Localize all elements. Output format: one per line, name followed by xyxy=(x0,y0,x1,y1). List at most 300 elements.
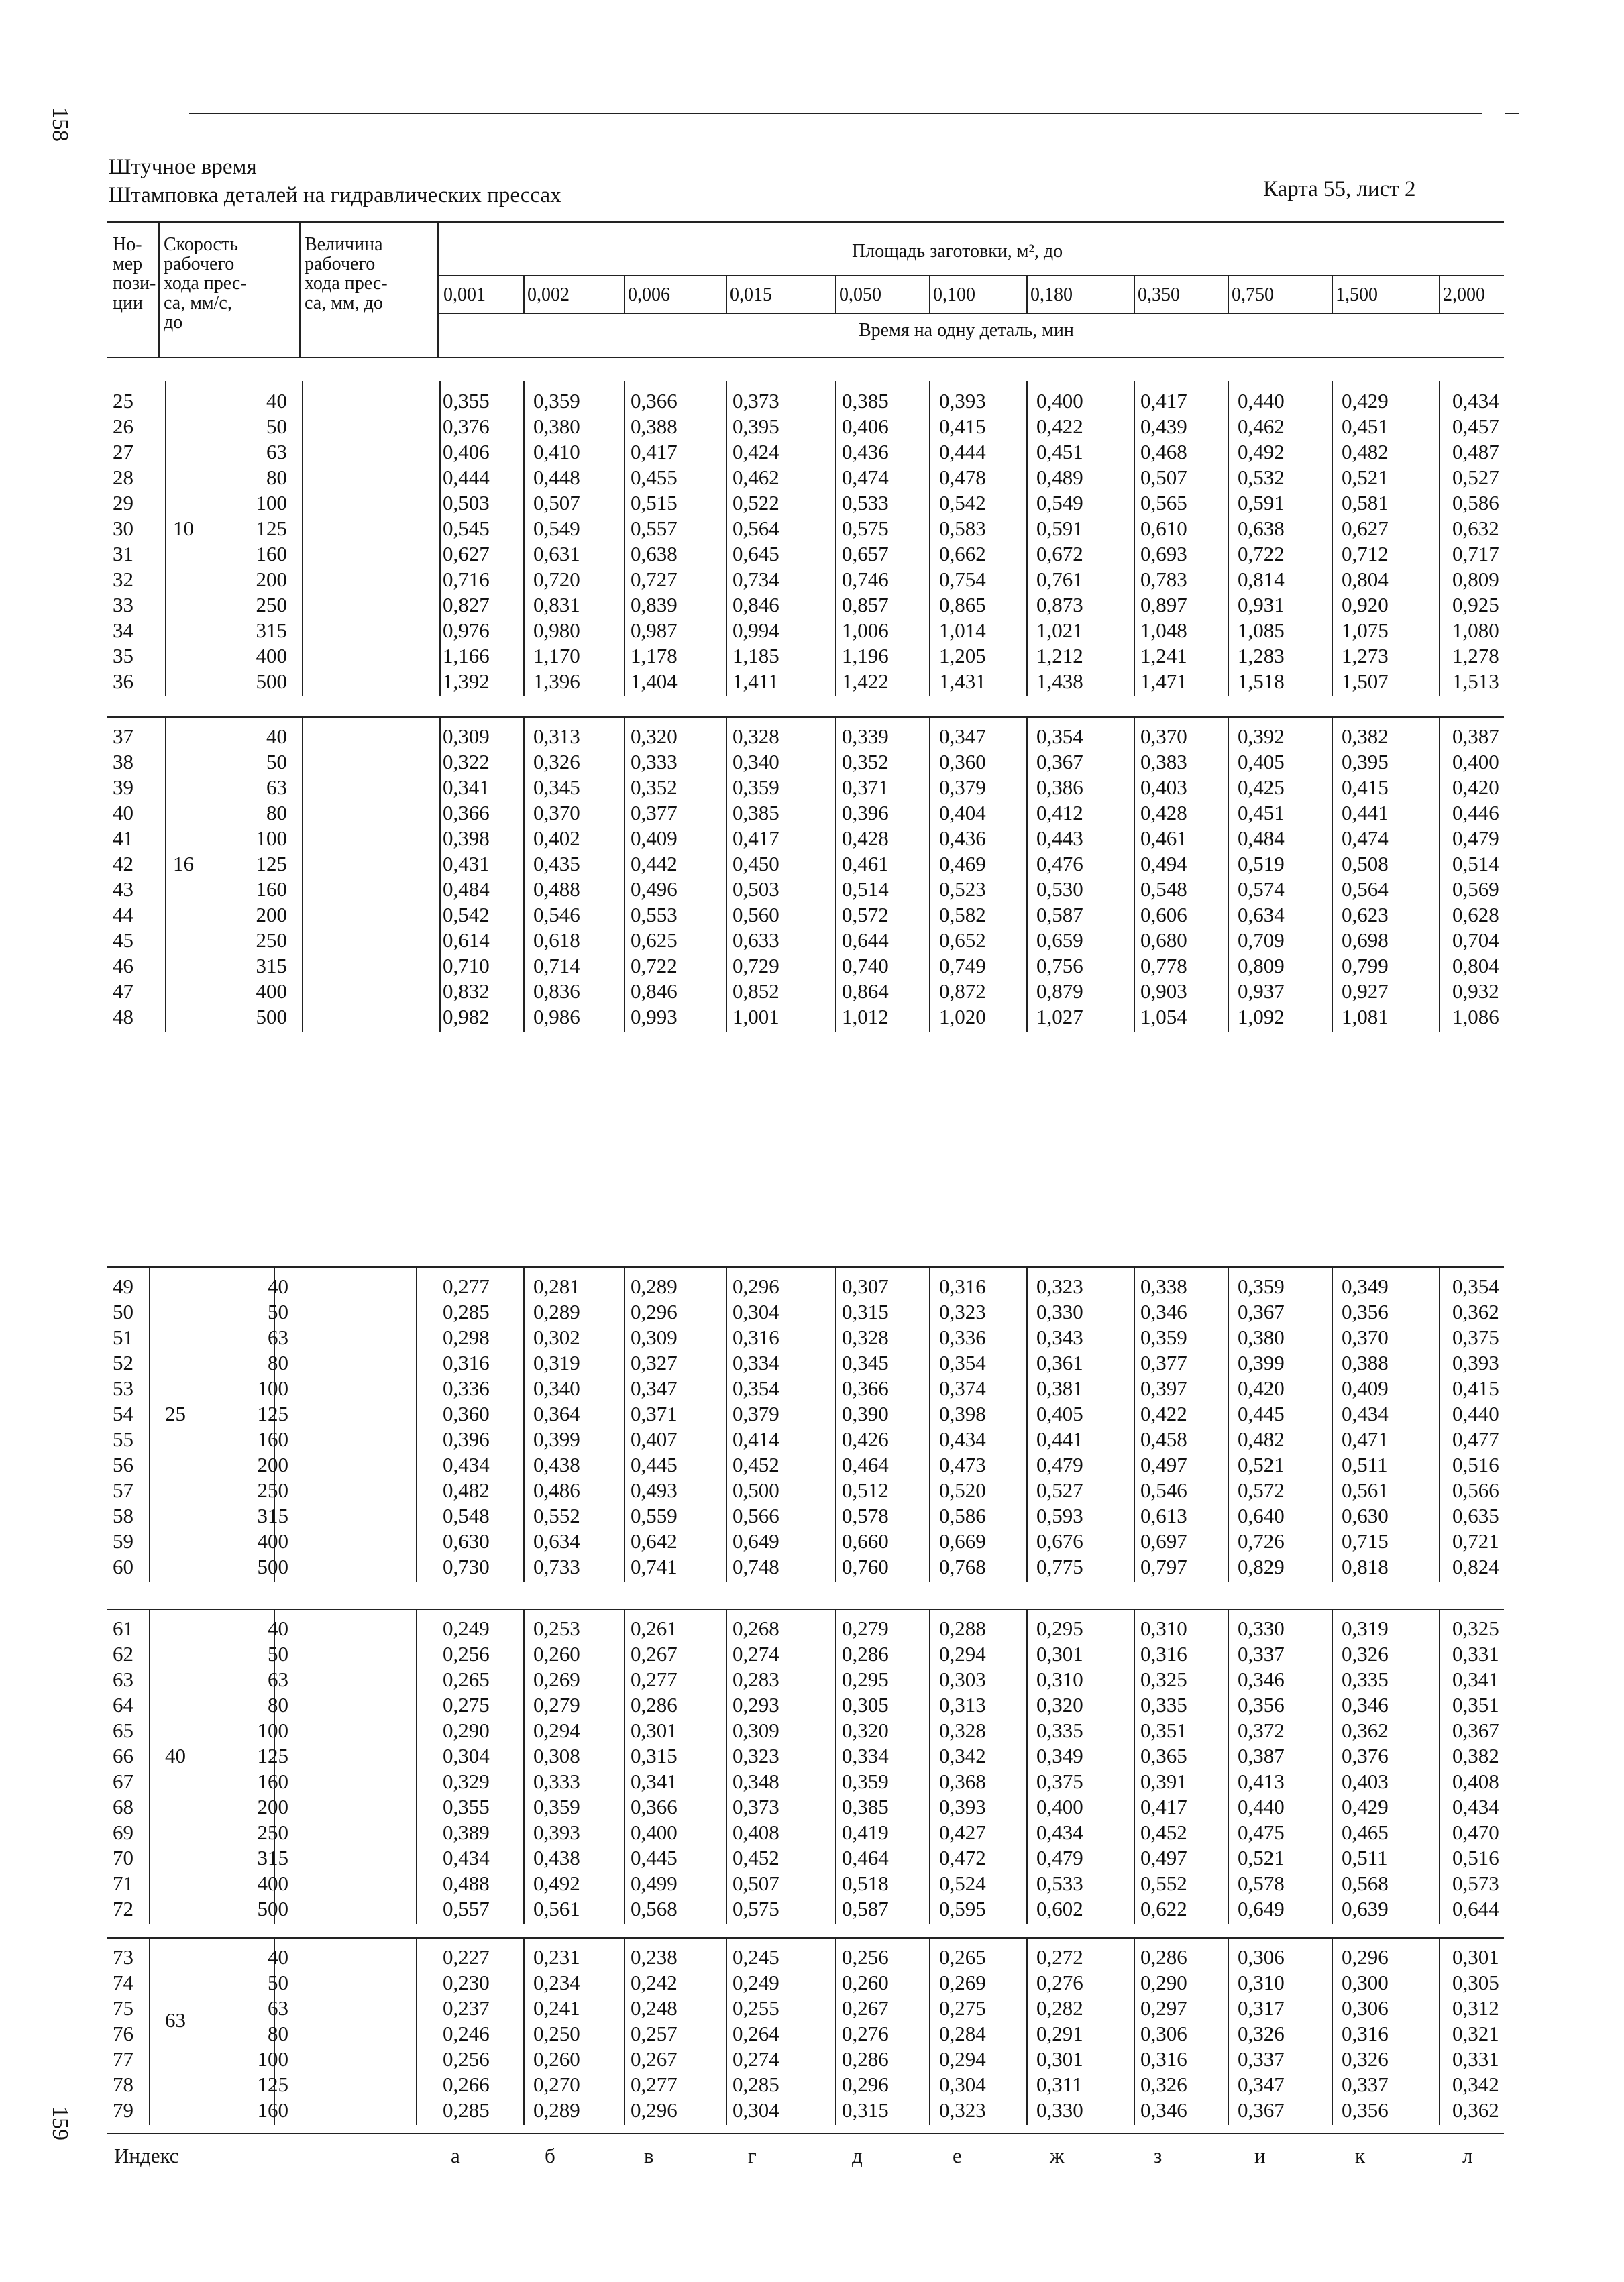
time-value-cell: 0,297 xyxy=(1140,1996,1187,2020)
time-value-cell: 0,632 xyxy=(1452,517,1499,540)
time-value-cell: 0,659 xyxy=(1036,928,1083,952)
time-value-cell: 0,523 xyxy=(939,877,986,901)
time-value-cell: 0,379 xyxy=(939,775,986,799)
time-value-cell: 0,630 xyxy=(1342,1504,1389,1527)
time-value-cell: 0,340 xyxy=(533,1376,580,1400)
time-value-cell: 0,385 xyxy=(733,801,779,824)
column-divider xyxy=(1026,716,1028,1032)
time-value-cell: 0,488 xyxy=(443,1871,490,1895)
stroke-value: 125 xyxy=(256,852,287,875)
card-reference: Карта 55, лист 2 xyxy=(1263,177,1416,201)
time-value-cell: 0,323 xyxy=(733,1744,779,1768)
row-number: 38 xyxy=(113,750,133,773)
row-number: 72 xyxy=(113,1897,133,1920)
column-divider xyxy=(1026,1266,1028,1582)
time-value-cell: 0,300 xyxy=(1342,1971,1389,1994)
time-value-cell: 0,400 xyxy=(1036,1795,1083,1818)
time-value-cell: 0,479 xyxy=(1036,1846,1083,1869)
time-value-cell: 0,697 xyxy=(1140,1529,1187,1553)
time-value-cell: 0,595 xyxy=(939,1897,986,1920)
row-number: 57 xyxy=(113,1478,133,1502)
area-column-header: 0,180 xyxy=(1030,284,1073,305)
stroke-value: 400 xyxy=(256,644,287,667)
time-value-cell: 0,388 xyxy=(1342,1351,1389,1374)
time-value-cell: 1,396 xyxy=(533,669,580,693)
time-value-cell: 0,439 xyxy=(1140,415,1187,438)
time-value-cell: 0,572 xyxy=(1238,1478,1285,1502)
stroke-value: 63 xyxy=(268,1325,288,1349)
time-value-cell: 0,669 xyxy=(939,1529,986,1553)
time-value-cell: 0,492 xyxy=(533,1871,580,1895)
time-value-cell: 0,476 xyxy=(1036,852,1083,875)
column-divider xyxy=(1228,1266,1229,1582)
row-number: 51 xyxy=(113,1325,133,1349)
column-divider xyxy=(726,716,727,1032)
stroke-value: 40 xyxy=(268,1274,288,1298)
time-value-cell: 0,405 xyxy=(1238,750,1285,773)
time-value-cell: 0,444 xyxy=(939,440,986,464)
time-value-cell: 0,396 xyxy=(443,1427,490,1451)
time-value-cell: 0,591 xyxy=(1238,491,1285,514)
time-value-cell: 0,276 xyxy=(842,2022,889,2045)
time-value-cell: 0,441 xyxy=(1342,801,1389,824)
row-number: 69 xyxy=(113,1821,133,1844)
time-value-cell: 0,296 xyxy=(733,1274,779,1298)
area-column-header: 0,350 xyxy=(1138,284,1180,305)
time-value-cell: 0,493 xyxy=(631,1478,678,1502)
stroke-value: 100 xyxy=(256,491,287,514)
index-letter: б xyxy=(545,2144,555,2167)
index-letter: ж xyxy=(1050,2144,1065,2167)
time-value-cell: 1,092 xyxy=(1238,1005,1285,1028)
time-value-cell: 0,390 xyxy=(842,1402,889,1425)
time-value-cell: 0,606 xyxy=(1140,903,1187,926)
time-value-cell: 0,429 xyxy=(1342,1795,1389,1818)
column-divider xyxy=(523,1609,525,1924)
time-value-cell: 0,290 xyxy=(1140,1971,1187,1994)
time-value-cell: 0,625 xyxy=(631,928,678,952)
time-value-cell: 0,931 xyxy=(1238,593,1285,616)
time-value-cell: 0,393 xyxy=(1452,1351,1499,1374)
col-header-speed: са, мм/с, xyxy=(164,292,232,313)
time-value-cell: 0,367 xyxy=(1452,1719,1499,1742)
time-value-cell: 0,396 xyxy=(842,801,889,824)
area-col-divider xyxy=(835,275,836,313)
time-value-cell: 0,392 xyxy=(1238,724,1285,748)
time-value-cell: 0,393 xyxy=(939,389,986,413)
time-value-cell: 0,548 xyxy=(443,1504,490,1527)
time-value-cell: 0,760 xyxy=(842,1555,889,1578)
time-value-cell: 0,391 xyxy=(1140,1770,1187,1793)
time-value-cell: 0,613 xyxy=(1140,1504,1187,1527)
time-value-cell: 0,376 xyxy=(1342,1744,1389,1768)
stroke-value: 100 xyxy=(257,1376,288,1400)
time-value-cell: 0,660 xyxy=(842,1529,889,1553)
row-number: 31 xyxy=(113,542,133,565)
stroke-value: 200 xyxy=(257,1453,288,1476)
time-value-cell: 0,428 xyxy=(842,826,889,850)
time-value-cell: 0,294 xyxy=(939,2047,986,2071)
time-value-cell: 0,336 xyxy=(443,1376,490,1400)
time-value-cell: 0,434 xyxy=(939,1427,986,1451)
time-value-cell: 0,445 xyxy=(1238,1402,1285,1425)
time-value-cell: 0,712 xyxy=(1342,542,1389,565)
time-value-cell: 0,371 xyxy=(631,1402,678,1425)
time-value-cell: 0,455 xyxy=(631,466,678,489)
row-number: 25 xyxy=(113,389,133,413)
time-value-cell: 0,275 xyxy=(443,1693,490,1717)
time-value-cell: 0,304 xyxy=(733,1300,779,1323)
time-value-cell: 0,464 xyxy=(842,1846,889,1869)
column-divider xyxy=(302,381,303,696)
time-value-cell: 0,549 xyxy=(1036,491,1083,514)
time-value-cell: 0,413 xyxy=(1238,1770,1285,1793)
time-value-cell: 0,289 xyxy=(631,1274,678,1298)
time-value-cell: 0,720 xyxy=(533,567,580,591)
time-value-cell: 0,290 xyxy=(443,1719,490,1742)
time-value-cell: 0,386 xyxy=(1036,775,1083,799)
time-value-cell: 0,420 xyxy=(1238,1376,1285,1400)
stroke-value: 40 xyxy=(266,724,287,748)
time-value-cell: 0,241 xyxy=(533,1996,580,2020)
time-value-cell: 0,296 xyxy=(842,2073,889,2096)
time-value-cell: 0,242 xyxy=(631,1971,678,1994)
time-value-cell: 0,289 xyxy=(533,2098,580,2122)
time-value-cell: 1,507 xyxy=(1342,669,1389,693)
time-value-cell: 0,583 xyxy=(939,517,986,540)
time-value-cell: 0,733 xyxy=(533,1555,580,1578)
time-value-cell: 0,347 xyxy=(631,1376,678,1400)
time-value-cell: 0,375 xyxy=(1036,1770,1083,1793)
row-number: 78 xyxy=(113,2073,133,2096)
time-value-cell: 0,514 xyxy=(1452,852,1499,875)
time-value-cell: 0,415 xyxy=(1342,775,1389,799)
stroke-value: 160 xyxy=(257,2098,288,2122)
time-value-cell: 0,286 xyxy=(631,1693,678,1717)
time-value-cell: 0,775 xyxy=(1036,1555,1083,1578)
time-value-cell: 0,715 xyxy=(1342,1529,1389,1553)
time-value-cell: 0,304 xyxy=(939,2073,986,2096)
speed-value: 25 xyxy=(165,1402,186,1425)
time-value-cell: 0,306 xyxy=(1342,1996,1389,2020)
row-number: 47 xyxy=(113,979,133,1003)
page-number-top: 158 xyxy=(48,107,72,142)
time-value-cell: 1,212 xyxy=(1036,644,1083,667)
time-value-cell: 0,269 xyxy=(533,1668,580,1691)
row-number: 35 xyxy=(113,644,133,667)
time-value-cell: 0,279 xyxy=(842,1617,889,1640)
column-divider xyxy=(1439,1609,1440,1924)
time-value-cell: 0,333 xyxy=(631,750,678,773)
time-value-cell: 0,279 xyxy=(533,1693,580,1717)
time-value-cell: 0,359 xyxy=(1140,1325,1187,1349)
time-value-cell: 0,295 xyxy=(1036,1617,1083,1640)
time-value-cell: 0,335 xyxy=(1342,1668,1389,1691)
stroke-value: 250 xyxy=(256,593,287,616)
column-divider xyxy=(1332,1266,1333,1582)
time-value-cell: 0,268 xyxy=(733,1617,779,1640)
time-value-cell: 0,475 xyxy=(1238,1821,1285,1844)
time-value-cell: 0,414 xyxy=(733,1427,779,1451)
time-value-cell: 0,293 xyxy=(733,1693,779,1717)
time-value-cell: 0,768 xyxy=(939,1555,986,1578)
time-value-cell: 0,382 xyxy=(1342,724,1389,748)
time-value-cell: 0,546 xyxy=(533,903,580,926)
time-value-cell: 0,521 xyxy=(1238,1846,1285,1869)
time-value-cell: 0,267 xyxy=(631,2047,678,2071)
stroke-value: 160 xyxy=(256,877,287,901)
time-value-cell: 0,462 xyxy=(1238,415,1285,438)
time-value-cell: 0,352 xyxy=(842,750,889,773)
time-value-cell: 0,406 xyxy=(842,415,889,438)
time-value-cell: 1,081 xyxy=(1342,1005,1389,1028)
time-value-cell: 0,383 xyxy=(1140,750,1187,773)
time-value-cell: 0,284 xyxy=(939,2022,986,2045)
time-value-cell: 0,366 xyxy=(631,1795,678,1818)
time-value-cell: 0,516 xyxy=(1452,1453,1499,1476)
time-value-cell: 0,395 xyxy=(1342,750,1389,773)
time-value-cell: 0,341 xyxy=(631,1770,678,1793)
time-value-cell: 0,448 xyxy=(533,466,580,489)
time-value-cell: 1,075 xyxy=(1342,618,1389,642)
time-value-cell: 0,680 xyxy=(1140,928,1187,952)
time-value-cell: 0,327 xyxy=(631,1351,678,1374)
col-header-speed: до xyxy=(164,312,183,333)
time-value-cell: 1,085 xyxy=(1238,618,1285,642)
time-value-cell: 0,305 xyxy=(1452,1971,1499,1994)
time-value-cell: 0,325 xyxy=(1452,1617,1499,1640)
stroke-value: 63 xyxy=(266,775,287,799)
column-divider xyxy=(1228,1609,1229,1924)
time-value-cell: 0,248 xyxy=(631,1996,678,2020)
time-value-cell: 0,310 xyxy=(1036,1668,1083,1691)
col-header-number: пози- xyxy=(113,273,156,294)
time-value-cell: 1,518 xyxy=(1238,669,1285,693)
area-column-header: 0,050 xyxy=(839,284,881,305)
time-value-cell: 0,322 xyxy=(443,750,490,773)
time-value-cell: 0,260 xyxy=(533,1642,580,1666)
time-value-cell: 0,749 xyxy=(939,954,986,977)
time-value-cell: 0,253 xyxy=(533,1617,580,1640)
time-value-cell: 1,048 xyxy=(1140,618,1187,642)
time-value-cell: 0,591 xyxy=(1036,517,1083,540)
time-value-cell: 0,564 xyxy=(733,517,779,540)
time-value-cell: 0,482 xyxy=(1342,440,1389,464)
column-divider xyxy=(439,381,441,696)
column-divider xyxy=(624,1266,625,1582)
stroke-value: 50 xyxy=(268,1971,288,1994)
time-value-cell: 0,814 xyxy=(1238,567,1285,591)
row-number: 49 xyxy=(113,1274,133,1298)
time-value-cell: 1,006 xyxy=(842,618,889,642)
column-divider xyxy=(929,381,930,696)
time-value-cell: 0,511 xyxy=(1342,1453,1388,1476)
time-value-cell: 0,321 xyxy=(1452,2022,1499,2045)
time-value-cell: 0,652 xyxy=(939,928,986,952)
time-value-cell: 0,356 xyxy=(1342,2098,1389,2122)
time-value-cell: 0,408 xyxy=(733,1821,779,1844)
time-value-cell: 0,754 xyxy=(939,567,986,591)
row-number: 37 xyxy=(113,724,133,748)
index-letter: к xyxy=(1355,2144,1366,2167)
time-value-cell: 0,451 xyxy=(1238,801,1285,824)
column-divider xyxy=(835,1266,836,1582)
time-value-cell: 0,553 xyxy=(631,903,678,926)
time-value-cell: 0,507 xyxy=(733,1871,779,1895)
time-value-cell: 0,477 xyxy=(1452,1427,1499,1451)
time-value-cell: 0,638 xyxy=(631,542,678,565)
column-divider xyxy=(1026,1937,1028,2125)
area-col-divider xyxy=(624,275,625,313)
time-value-cell: 0,729 xyxy=(733,954,779,977)
time-value-cell: 0,309 xyxy=(631,1325,678,1349)
time-value-cell: 0,503 xyxy=(733,877,779,901)
time-value-cell: 0,230 xyxy=(443,1971,490,1994)
time-value-cell: 0,452 xyxy=(733,1453,779,1476)
top-rule-gap xyxy=(1482,111,1505,115)
time-value-cell: 0,542 xyxy=(939,491,986,514)
column-divider xyxy=(1439,1266,1440,1582)
stroke-value: 250 xyxy=(257,1478,288,1502)
time-value-cell: 0,548 xyxy=(1140,877,1187,901)
row-number: 27 xyxy=(113,440,133,464)
time-value-cell: 0,227 xyxy=(443,1945,490,1969)
time-value-cell: 0,710 xyxy=(443,954,490,977)
time-value-cell: 0,559 xyxy=(631,1504,678,1527)
time-value-cell: 0,360 xyxy=(443,1402,490,1425)
time-value-cell: 0,400 xyxy=(1036,389,1083,413)
time-value-cell: 0,993 xyxy=(631,1005,678,1028)
time-value-cell: 0,417 xyxy=(1140,389,1187,413)
time-value-cell: 0,827 xyxy=(443,593,490,616)
time-value-cell: 0,446 xyxy=(1452,801,1499,824)
stroke-value: 100 xyxy=(257,2047,288,2071)
time-value-cell: 0,337 xyxy=(1238,1642,1285,1666)
index-label: Индекс xyxy=(114,2144,179,2167)
time-value-cell: 0,237 xyxy=(443,1996,490,2020)
row-number: 73 xyxy=(113,1945,133,1969)
time-value-cell: 0,326 xyxy=(1140,2073,1187,2096)
stroke-value: 125 xyxy=(257,2073,288,2096)
time-value-cell: 0,313 xyxy=(939,1693,986,1717)
time-value-cell: 0,316 xyxy=(733,1325,779,1349)
time-value-cell: 0,565 xyxy=(1140,491,1187,514)
time-value-cell: 0,316 xyxy=(939,1274,986,1298)
time-value-cell: 0,346 xyxy=(1140,1300,1187,1323)
time-value-cell: 0,486 xyxy=(533,1478,580,1502)
row-number: 52 xyxy=(113,1351,133,1374)
column-divider xyxy=(1026,1609,1028,1924)
time-value-cell: 0,507 xyxy=(533,491,580,514)
time-value-cell: 0,328 xyxy=(842,1325,889,1349)
time-value-cell: 0,403 xyxy=(1140,775,1187,799)
time-value-cell: 0,335 xyxy=(1140,1693,1187,1717)
time-value-cell: 0,373 xyxy=(733,389,779,413)
title-line-1: Штучное время xyxy=(109,155,257,179)
index-letter: и xyxy=(1254,2144,1266,2167)
time-value-cell: 0,852 xyxy=(733,979,779,1003)
time-value-cell: 0,301 xyxy=(1036,2047,1083,2071)
column-divider xyxy=(624,1609,625,1924)
time-value-cell: 0,377 xyxy=(1140,1351,1187,1374)
column-divider xyxy=(835,381,836,696)
row-number: 54 xyxy=(113,1402,133,1425)
time-value-cell: 0,846 xyxy=(631,979,678,1003)
area-column-header: 1,500 xyxy=(1336,284,1378,305)
column-divider xyxy=(929,716,930,1032)
time-value-cell: 0,250 xyxy=(533,2022,580,2045)
time-value-cell: 0,644 xyxy=(1452,1897,1499,1920)
column-divider xyxy=(439,716,441,1032)
time-value-cell: 0,524 xyxy=(939,1871,986,1895)
time-value-cell: 0,234 xyxy=(533,1971,580,1994)
time-value-cell: 0,426 xyxy=(842,1427,889,1451)
time-value-cell: 0,400 xyxy=(631,1821,678,1844)
time-value-cell: 0,315 xyxy=(842,2098,889,2122)
time-value-cell: 0,676 xyxy=(1036,1529,1083,1553)
row-number: 30 xyxy=(113,517,133,540)
time-value-cell: 0,441 xyxy=(1036,1427,1083,1451)
time-value-cell: 0,722 xyxy=(1238,542,1285,565)
time-value-cell: 0,797 xyxy=(1140,1555,1187,1578)
time-value-cell: 0,277 xyxy=(631,2073,678,2096)
time-value-cell: 0,410 xyxy=(533,440,580,464)
time-value-cell: 0,310 xyxy=(1140,1617,1187,1640)
time-value-cell: 0,373 xyxy=(733,1795,779,1818)
time-value-cell: 0,286 xyxy=(1140,1945,1187,1969)
stroke-value: 160 xyxy=(257,1427,288,1451)
time-value-cell: 0,783 xyxy=(1140,567,1187,591)
time-value-cell: 0,462 xyxy=(733,466,779,489)
time-value-cell: 0,569 xyxy=(1452,877,1499,901)
time-value-cell: 0,366 xyxy=(842,1376,889,1400)
time-value-cell: 0,265 xyxy=(939,1945,986,1969)
time-value-cell: 0,761 xyxy=(1036,567,1083,591)
time-value-cell: 0,714 xyxy=(533,954,580,977)
time-value-cell: 0,354 xyxy=(1036,724,1083,748)
time-value-cell: 0,333 xyxy=(533,1770,580,1793)
row-number: 70 xyxy=(113,1846,133,1869)
time-value-cell: 0,994 xyxy=(733,618,779,642)
time-value-cell: 0,488 xyxy=(533,877,580,901)
time-value-cell: 1,404 xyxy=(631,669,678,693)
time-value-cell: 0,349 xyxy=(1342,1274,1389,1298)
time-value-cell: 0,405 xyxy=(1036,1402,1083,1425)
column-divider xyxy=(624,1937,625,2125)
time-value-cell: 0,291 xyxy=(1036,2022,1083,2045)
time-value-cell: 0,400 xyxy=(1452,750,1499,773)
column-divider xyxy=(1332,381,1333,696)
time-value-cell: 0,649 xyxy=(733,1529,779,1553)
time-value-cell: 0,778 xyxy=(1140,954,1187,977)
time-value-cell: 0,499 xyxy=(631,1871,678,1895)
column-divider xyxy=(416,1937,417,2125)
time-value-cell: 0,375 xyxy=(1452,1325,1499,1349)
time-value-cell: 1,471 xyxy=(1140,669,1187,693)
time-value-cell: 0,634 xyxy=(1238,903,1285,926)
time-value-cell: 0,351 xyxy=(1452,1693,1499,1717)
time-value-cell: 0,246 xyxy=(443,2022,490,2045)
time-value-cell: 0,359 xyxy=(533,1795,580,1818)
header-time-line xyxy=(437,313,1504,314)
time-value-cell: 0,266 xyxy=(443,2073,490,2096)
row-number: 59 xyxy=(113,1529,133,1553)
time-value-cell: 0,393 xyxy=(939,1795,986,1818)
time-value-cell: 0,296 xyxy=(631,1300,678,1323)
time-value-cell: 0,474 xyxy=(842,466,889,489)
time-value-cell: 0,564 xyxy=(1342,877,1389,901)
row-number: 63 xyxy=(113,1668,133,1691)
